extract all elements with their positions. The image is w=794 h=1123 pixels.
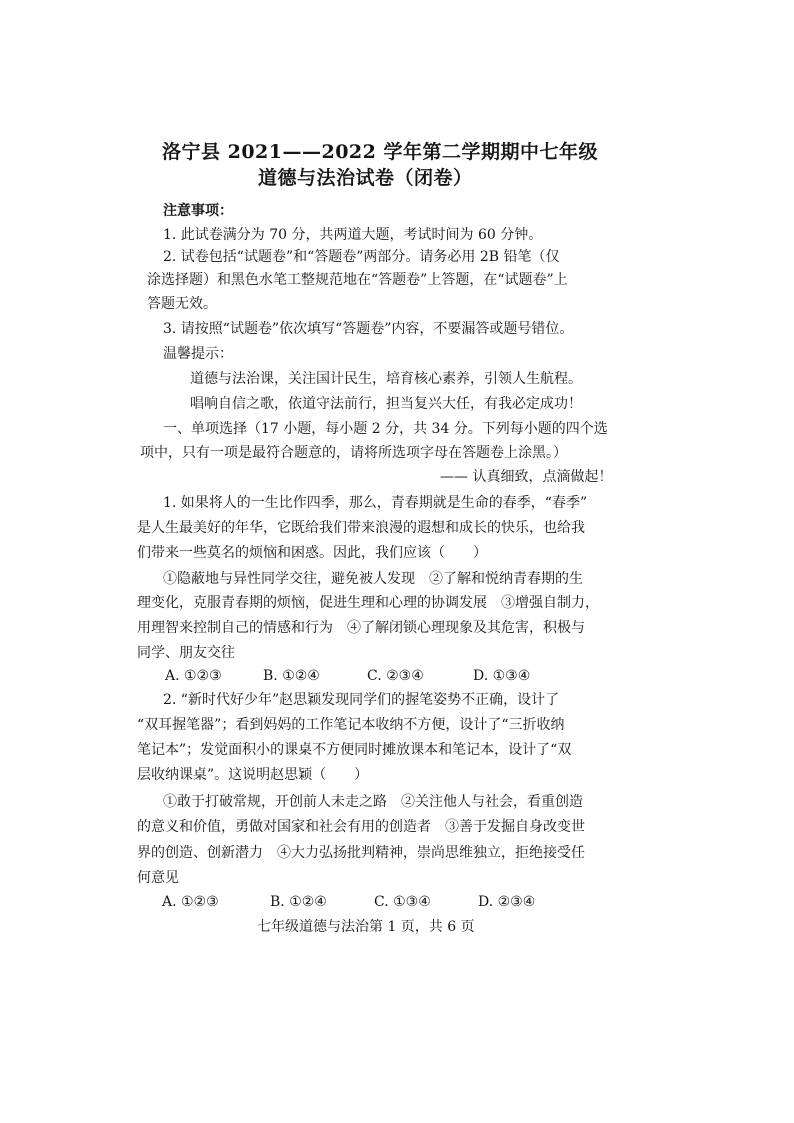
notice-heading: 注意事项： [163,203,233,219]
q1-option-a: A. ①②③ [165,668,222,684]
section1-slogan: —— 认真细致，点滴做起！ [440,469,613,485]
notice-item-2-line1: 2. 试卷包括“试题卷”和“答题卷”两部分。请务必用 2B 铅笔（仅 [163,249,560,265]
q1-choices-line2: 理变化，克服青春期的烦恼，促进生理和心理的协调发展 ③增强自制力， [137,595,599,611]
notice-item-2-line3: 答题无效。 [147,296,217,312]
q1-choices-line1: ①隐蔽地与异性同学交往，避免被人发现 ②了解和悦纳青春期的生 [163,571,583,587]
q2-choices-line1: ①敢于打破常规，开创前人未走之路 ②关注他人与社会，看重创造 [163,794,583,810]
q2-option-c: C. ①③④ [374,894,431,910]
q1-stem-line3: 们带来一些莫名的烦恼和困惑。因此，我们应该（ ） [137,545,487,561]
q2-option-a: A. ①②③ [162,894,219,910]
q1-option-b: B. ①②④ [263,668,320,684]
q2-stem-line3: 笔记本”；发觉面积小的课桌不方便同时摊放课本和笔记本，设计了“双 [137,742,572,758]
tips-line2: 唱响自信之歌，依道守法前行，担当复兴大任，有我必定成功！ [190,396,582,412]
q1-choices-line4: 同学、朋友交往 [137,645,235,661]
q2-choices-line2: 的意义和价值，勇做对国家和社会有用的创造者 ③善于发掘自身改变世 [137,819,585,835]
q1-stem-line1: 1. 如果将人的一生比作四季，那么，青春期就是生命的春季，“春季” [163,495,588,511]
tips-line1: 道德与法治课，关注国计民生，培育核心素养，引领人生航程。 [190,371,582,387]
q2-option-d: D. ②③④ [478,894,536,910]
section1-intro-line1: 一、单项选择（17 小题，每小题 2 分，共 34 分。下列每小题的四个选 [163,421,608,437]
q2-stem-line1: 2. “新时代好少年”赵思颖发现同学们的握笔姿势不正确，设计了 [163,692,560,708]
q2-stem-line2: “双耳握笔器”；看到妈妈的工作笔记本收纳不方便，设计了“三折收纳 [137,717,565,733]
tips-heading: 温馨提示： [163,346,233,362]
q2-option-b: B. ①②④ [270,894,327,910]
q1-stem-line2: 是人生最美好的年华，它既给我们带来浪漫的遐想和成长的快乐，也给我 [137,520,585,536]
notice-item-2-line2: 涂选择题）和黑色水笔工整规范地在“答题卷”上答题，在“试题卷”上 [147,272,568,288]
q2-choices-line3: 界的创造、创新潜力 ④大力弘扬批判精神，崇尚思维独立，拒绝接受任 [137,845,585,861]
q2-stem-line4: 层收纳课桌”。这说明赵思颖（ ） [137,767,369,783]
notice-item-3: 3. 请按照“试题卷”依次填写“答题卷”内容，不要漏答或题号错位。 [163,321,574,337]
q1-option-c: C. ②③④ [367,668,424,684]
notice-item-1: 1. 此试卷满分为 70 分，共两道大题，考试时间为 60 分钟。 [163,227,543,243]
q2-choices-line4: 何意见 [137,870,179,886]
section1-intro-line2: 项中，只有一项是最符合题意的，请将所选项字母在答题卷上涂黑。） [140,445,567,461]
q1-options [0,666,794,686]
exam-title-line2: 道德与法治试卷（闭卷） [258,167,473,189]
page-footer: 七年级道德与法治第 1 页，共 6 页 [257,919,475,935]
q1-choices-line3: 用理智来控制自己的情感和行为 ④了解闭锁心理现象及其危害，积极与 [137,620,585,636]
q2-options [0,892,794,912]
exam-title-line1: 洛宁县 2021——2022 学年第二学期期中七年级 [162,141,598,163]
q1-option-d: D. ①③④ [473,668,531,684]
